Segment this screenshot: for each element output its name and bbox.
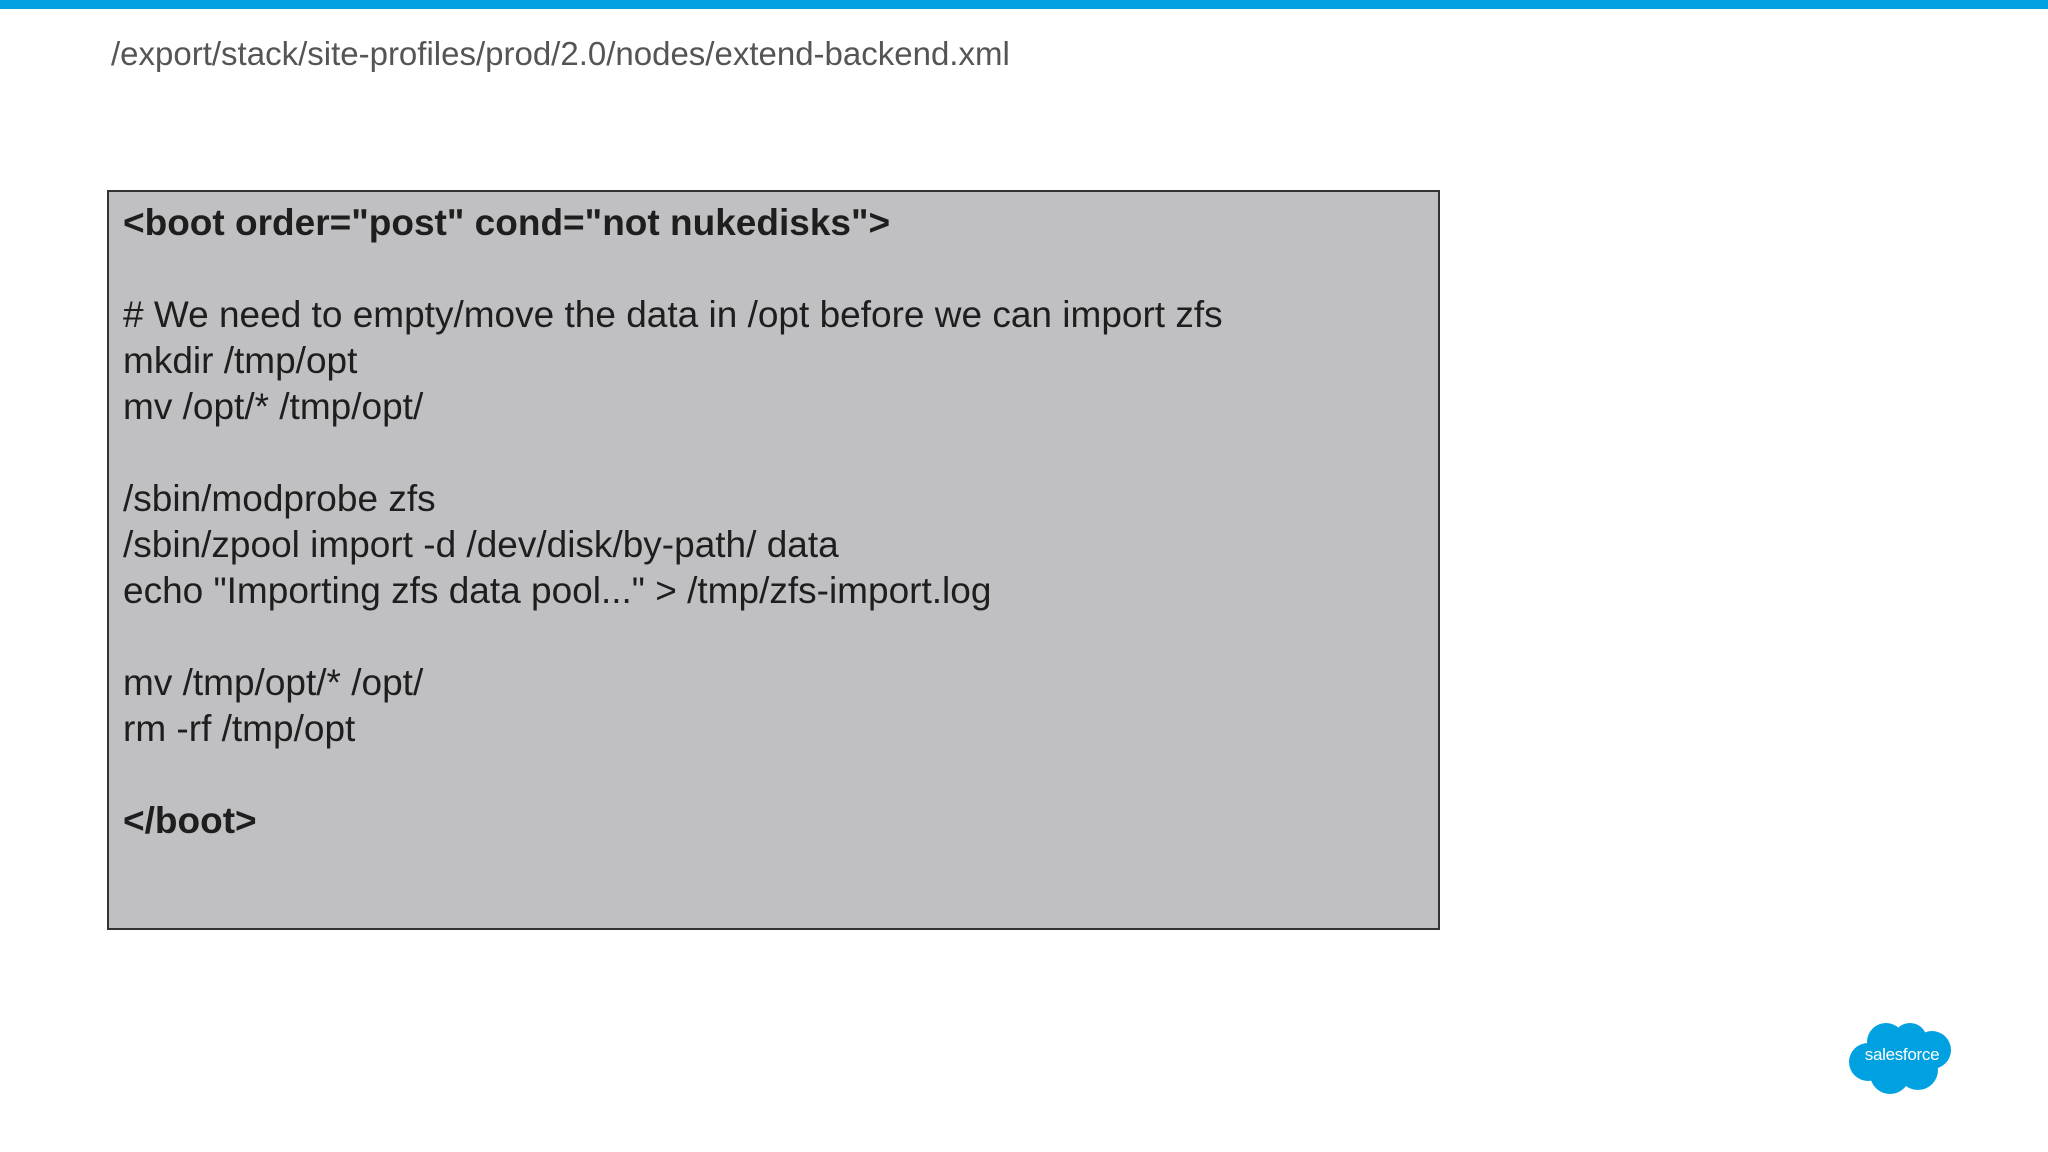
- code-line-11: mv /tmp/opt/* /opt/: [123, 662, 424, 703]
- file-path-title: /export/stack/site-profiles/prod/2.0/nodes/extend-backend.xml: [111, 35, 1010, 72]
- code-line-9: echo "Importing zfs data pool..." > /tmp/zfs-import.log: [123, 570, 992, 611]
- code-line-4: mkdir /tmp/opt: [123, 340, 358, 381]
- logo-text: salesforce: [1864, 1045, 1940, 1064]
- code-line-6: [123, 430, 1424, 476]
- code-line-3: # We need to empty/move the data in /opt before we can import zfs: [123, 294, 1223, 335]
- top-accent-bar: [0, 0, 2048, 9]
- code-line-14: </boot>: [123, 800, 257, 841]
- code-line-1: <boot order="post" cond="not nukedisks">: [123, 202, 891, 243]
- code-line-7: /sbin/modprobe zfs: [123, 478, 436, 519]
- code-line-8: /sbin/zpool import -d /dev/disk/by-path/ data: [123, 524, 839, 565]
- code-line-2: [123, 246, 1424, 292]
- code-line-5: mv /opt/* /tmp/opt/: [123, 386, 424, 427]
- code-line-13: [123, 752, 1424, 798]
- code-line-10: [123, 614, 1424, 660]
- code-block: [107, 190, 1440, 930]
- salesforce-logo: [1846, 1018, 1958, 1098]
- code-line-12: rm -rf /tmp/opt: [123, 708, 356, 749]
